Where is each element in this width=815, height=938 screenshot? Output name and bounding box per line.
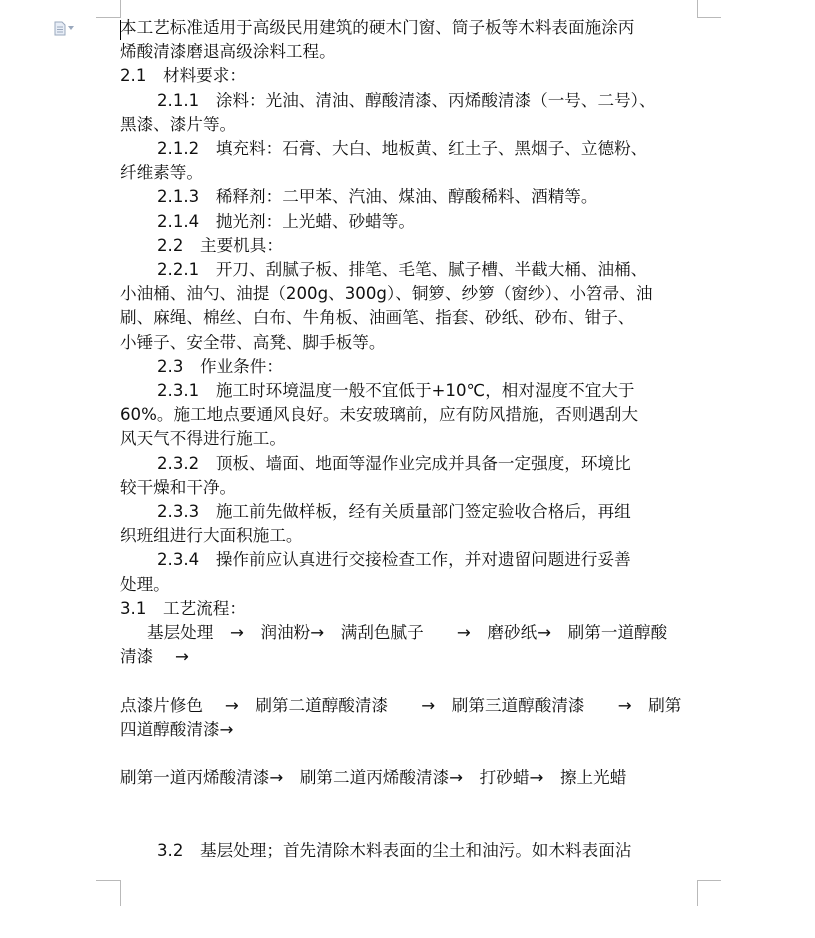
section-heading: 3.1 工艺流程： (120, 598, 246, 618)
process-flow-line: 清漆 → (120, 647, 189, 667)
paragraph-line: 2.1.1 涂料：光油、清油、醇酸清漆、丙烯酸清漆（一号、二号）、 (157, 90, 656, 110)
paragraph-line: 本工艺标准适用于高级民用建筑的硬木门窗、筒子板等木料表面施涂丙 (120, 18, 635, 37)
paragraph-line: 2.1.3 稀释剂：二甲苯、汽油、煤油、醇酸稀料、酒精等。 (157, 187, 598, 207)
paragraph-line: 风天气不得进行施工。 (120, 429, 286, 449)
crop-mark-top-left (96, 17, 120, 18)
blank-line (120, 790, 698, 838)
section-heading: 2.1 材料要求： (120, 66, 246, 86)
crop-mark-bottom-right (697, 880, 698, 906)
crop-mark-bottom-right (697, 880, 721, 881)
crop-mark-bottom-left (96, 880, 120, 881)
paragraph-line: 3.2 基层处理；首先清除木料表面的尘土和油污。如木料表面沾 (157, 840, 632, 860)
chevron-down-icon (68, 26, 74, 30)
process-flow-line: 点漆片修色 → 刷第二道醇酸清漆 → 刷第三道醇酸清漆 → 刷第 (120, 695, 682, 715)
blank-line (120, 742, 698, 766)
paragraph-line: 2.3.4 操作前应认真进行交接检查工作，并对遗留问题进行妥善 (157, 550, 631, 570)
paragraph-line: 2.3.2 顶板、墙面、地面等湿作业完成并具备一定强度，环境比 (157, 453, 631, 473)
crop-mark-bottom-left (120, 880, 121, 906)
document-icon (54, 21, 66, 36)
paragraph-line: 2.3.1 施工时环境温度一般不宜低于+10℃，相对湿度不宜大于 (157, 381, 635, 401)
section-heading: 2.3 作业条件： (157, 356, 283, 376)
paragraph-line: 纤维素等。 (120, 163, 203, 183)
crop-mark-top-right (697, 17, 721, 18)
paragraph-line: 烯酸清漆磨退高级涂料工程。 (120, 42, 336, 62)
paragraph-line: 60%。施工地点要通风良好。未安玻璃前，应有防风措施，否则遇刮大 (120, 405, 639, 425)
paragraph-line: 织班组进行大面积施工。 (120, 526, 303, 546)
paragraph-line: 2.3.3 施工前先做样板，经有关质量部门签定验收合格后，再组 (157, 502, 631, 522)
paragraph-line: 较干燥和干净。 (120, 477, 237, 497)
blank-line (120, 669, 698, 693)
paragraph-line: 小油桶、油勺、油提（200g、300g）、铜箩、纱箩（窗纱）、小笤帚、油 (120, 284, 653, 304)
process-flow-line: 基层处理 → 润油粉→ 满刮色腻子 → 磨砂纸→ 刷第一道醇酸 (147, 623, 668, 643)
paragraph-line: 2.2.1 开刀、刮腻子板、排笔、毛笔、腻子槽、半截大桶、油桶、 (157, 260, 648, 280)
paragraph-line: 黑漆、漆片等。 (120, 114, 237, 134)
paragraph-line: 处理。 (120, 574, 170, 594)
paragraph-line: 2.1.2 填充料：石膏、大白、地板黄、红土子、黑烟子、立德粉、 (157, 139, 648, 159)
document-body[interactable] (120, 16, 698, 863)
section-heading: 2.2 主要机具： (157, 235, 283, 255)
paragraph-line: 刷、麻绳、棉丝、白布、牛角板、油画笔、指套、砂纸、砂布、钳子、 (120, 308, 635, 328)
process-flow-line: 四道醇酸清漆→ (120, 719, 234, 739)
paragraph-options-button[interactable] (54, 20, 76, 36)
paragraph-line: 小锤子、安全带、高凳、脚手板等。 (120, 332, 386, 352)
paragraph-line: 2.1.4 抛光剂：上光蜡、砂蜡等。 (157, 211, 415, 231)
process-flow-line: 刷第一道丙烯酸清漆→ 刷第二道丙烯酸清漆→ 打砂蜡→ 擦上光蜡 (120, 768, 627, 788)
